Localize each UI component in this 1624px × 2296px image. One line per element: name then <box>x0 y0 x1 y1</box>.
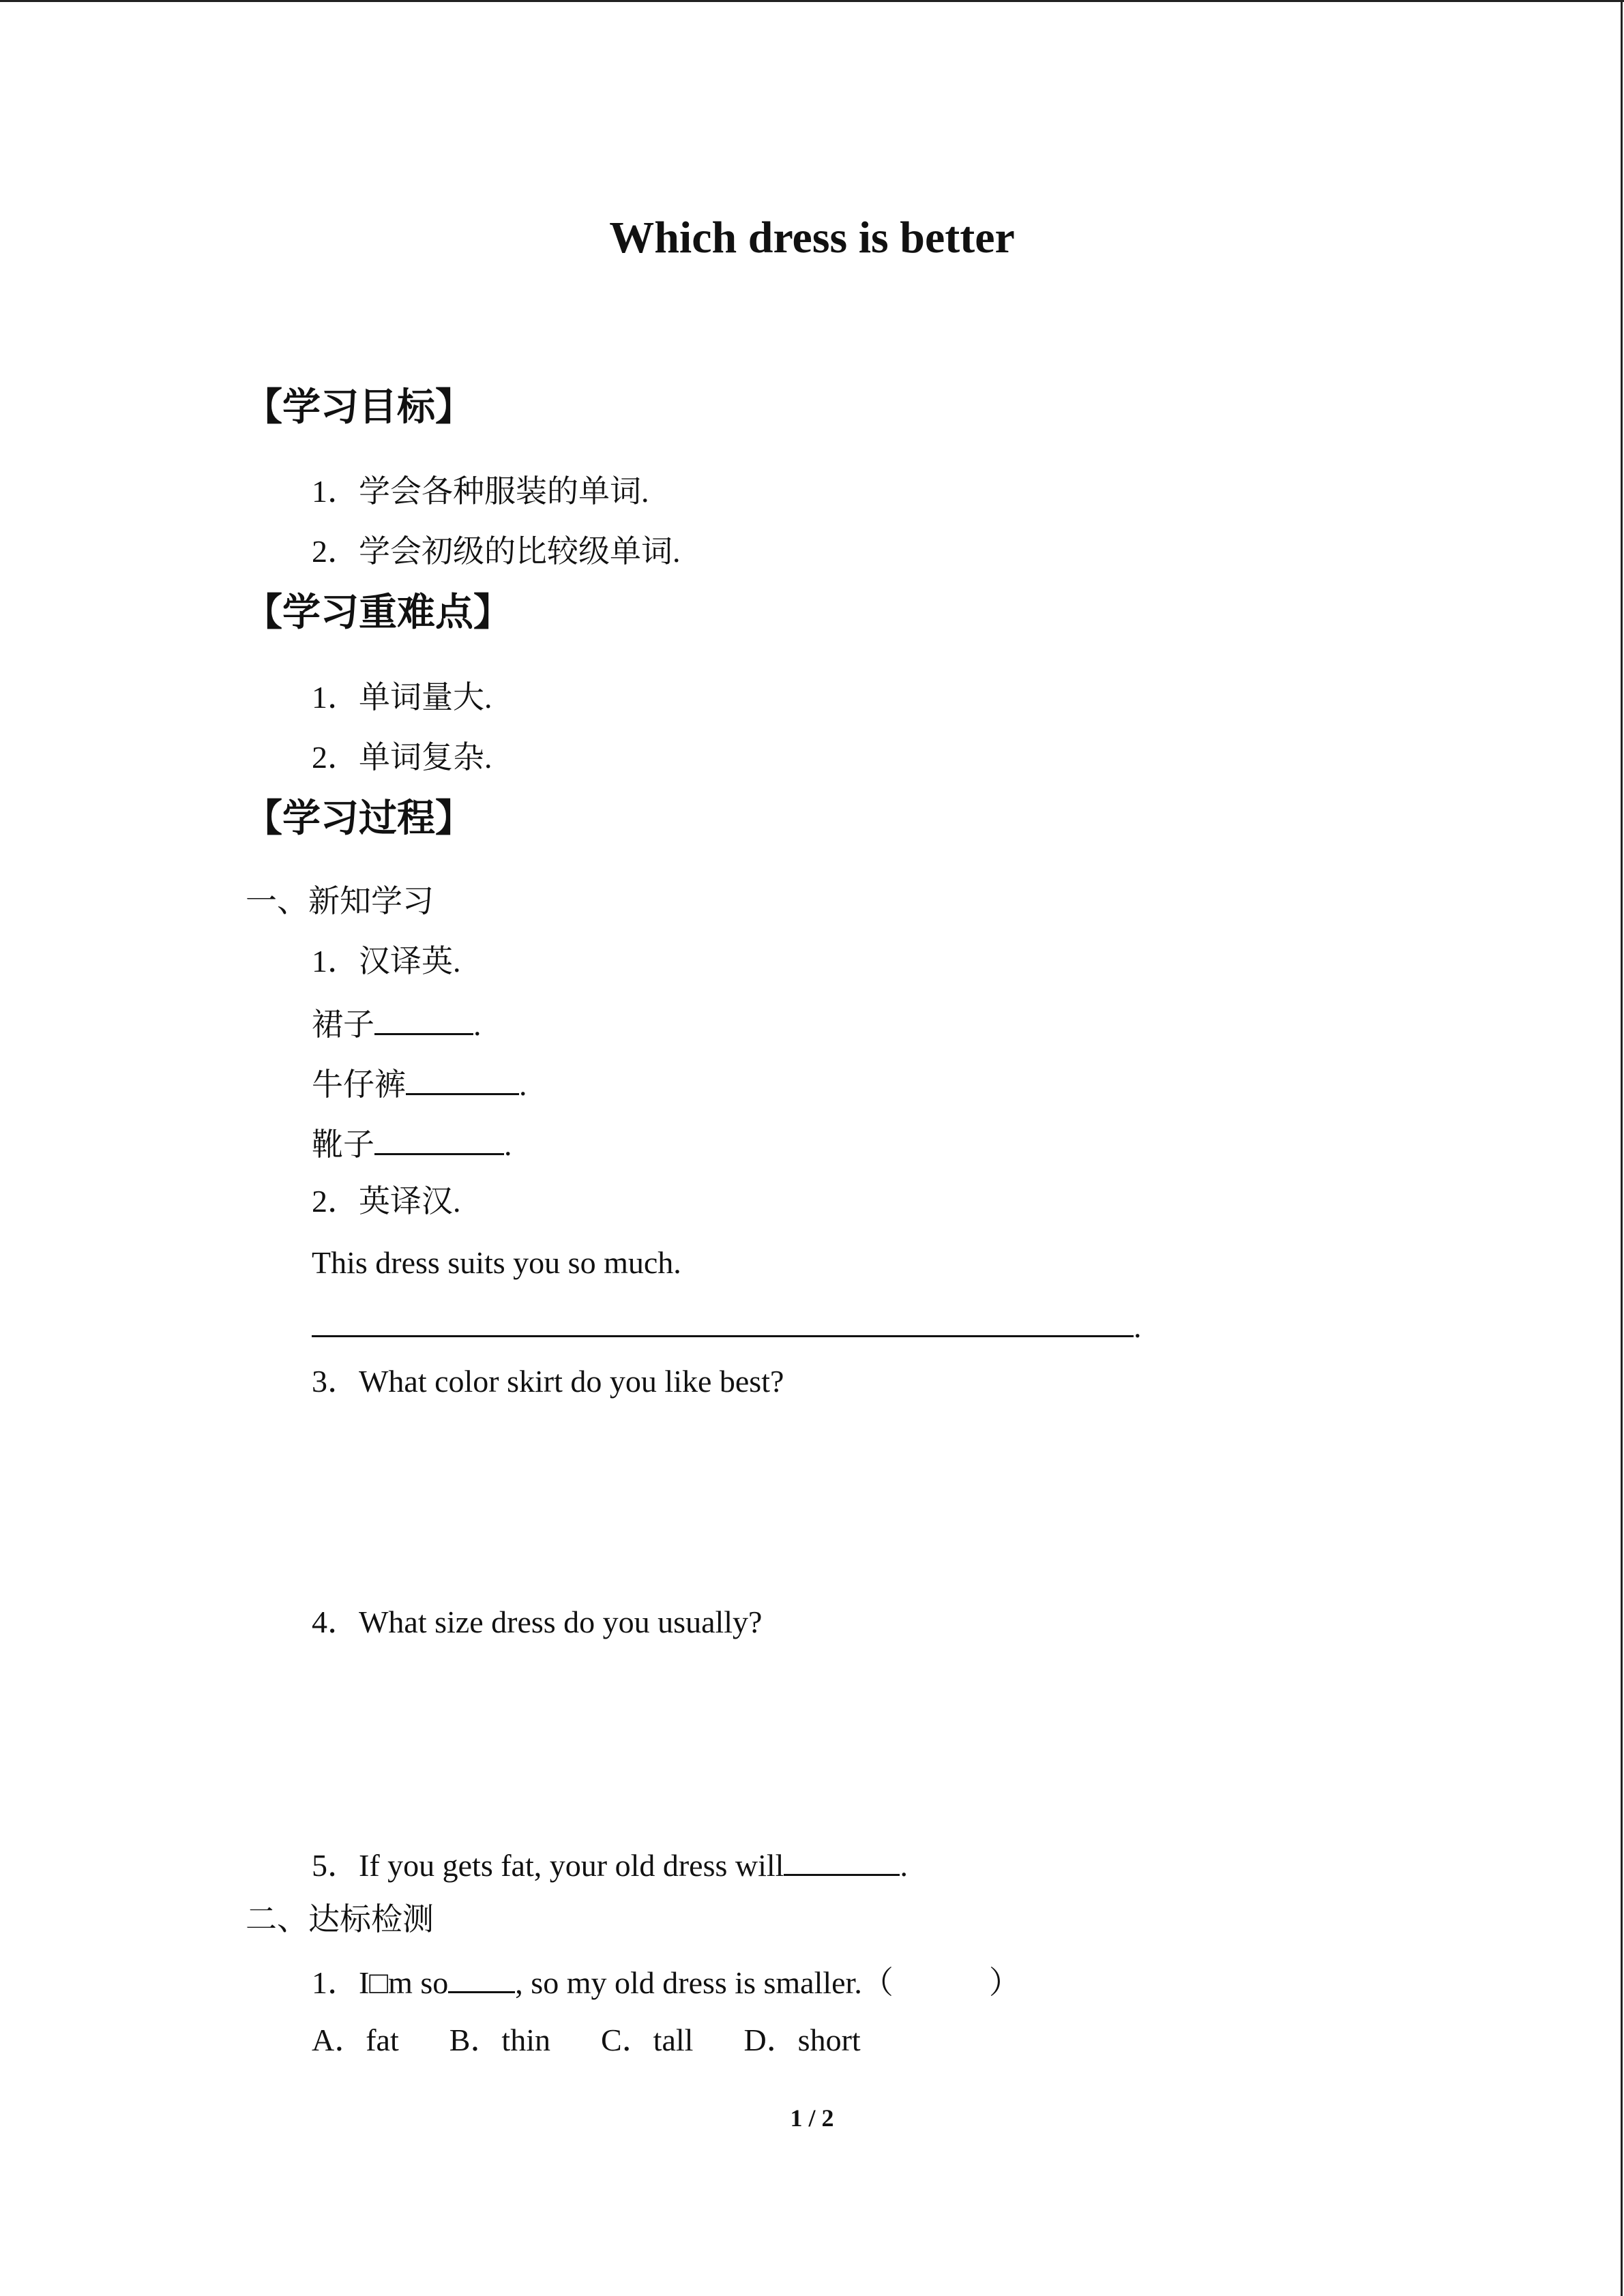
word-skirt-cn: 裙子 <box>312 1007 374 1042</box>
option-d[interactable]: D．short <box>743 2023 861 2057</box>
word-jeans-cn: 牛仔裤 <box>312 1067 406 1102</box>
section-1-label: 一、新知学习 <box>246 884 434 919</box>
test-question-1-options <box>312 2025 911 2056</box>
answer-blank[interactable] <box>374 1006 473 1035</box>
answer-blank[interactable] <box>312 1308 1134 1337</box>
heading-objectives: 【学习目标】 <box>244 387 473 429</box>
question-2-prompt: 2．英译汉. <box>312 1184 461 1219</box>
option-c[interactable]: C．tall <box>601 2023 694 2057</box>
heading-process: 【学习过程】 <box>244 798 473 840</box>
answer-blank[interactable] <box>448 1964 515 1993</box>
word-skirt: 裙子 . <box>312 1007 482 1042</box>
answer-blank[interactable] <box>406 1066 519 1095</box>
heading-key-points: 【学习重难点】 <box>244 592 512 634</box>
option-b[interactable]: B．thin <box>449 2023 550 2057</box>
word-jeans: 牛仔裤 . <box>312 1067 527 1102</box>
translation-sentence: This dress suits you so much. <box>312 1245 681 1280</box>
section-2-label: 二、达标检测 <box>246 1902 434 1937</box>
objective-item-1: 1．学会各种服装的单词. <box>312 474 649 509</box>
option-a[interactable]: A．fat <box>312 2023 399 2057</box>
test-question-1: 1．I□m so , so my old dress is smaller.（ ） <box>312 1965 1020 2000</box>
word-boots: 靴子 . <box>312 1127 512 1162</box>
page-number: 1 / 2 <box>790 2104 834 2132</box>
key-point-item-2: 2．单词复杂. <box>312 740 492 775</box>
translation-answer-line: . <box>312 1308 1142 1343</box>
answer-blank[interactable] <box>784 1847 900 1876</box>
question-3: 3．What color skirt do you like best? <box>312 1364 784 1399</box>
question-4: 4．What size dress do you usually? <box>312 1605 763 1639</box>
word-boots-cn: 靴子 <box>312 1127 374 1162</box>
right-border <box>1621 0 1623 2296</box>
key-point-item-1: 1．单词量大. <box>312 680 492 715</box>
objective-item-2: 2．学会初级的比较级单词. <box>312 534 681 569</box>
question-1-prompt: 1．汉译英. <box>312 944 461 979</box>
answer-blank[interactable] <box>374 1126 504 1155</box>
page-title: Which dress is better <box>609 213 1015 263</box>
top-border <box>0 0 1624 2</box>
question-5: 5．If you gets fat, your old dress will . <box>312 1848 908 1883</box>
